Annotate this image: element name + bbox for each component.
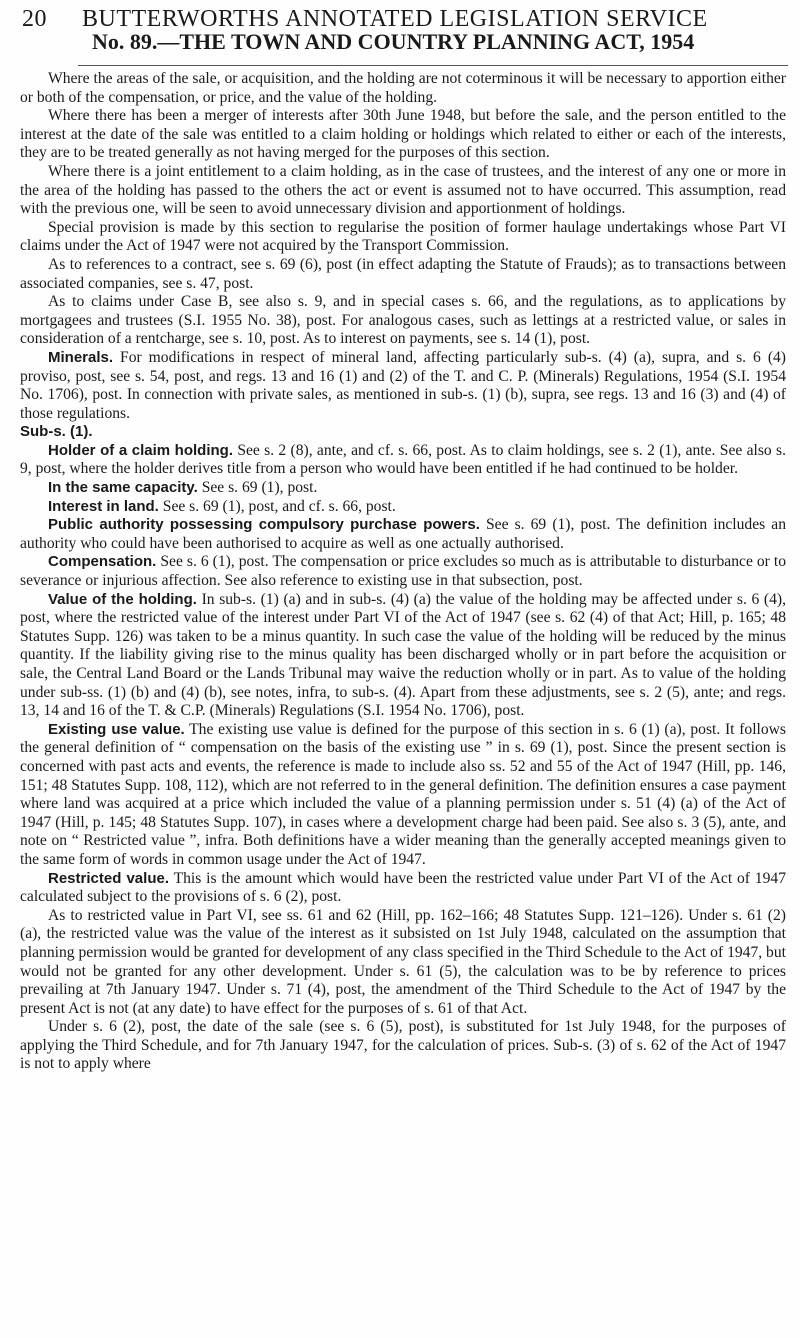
paragraph-text: As to claims under Case B, see also s. 9, and in special cases s. 66, and the regulations, as to applications by mortgagees and trustees (S.I. 1955 No. 38), post. For analogous cases, such as lettings at a restricted value, or sales in consideration of a rentcharge, see s. 10, post. As to interest on payments, see s. 14 (1), post.: [20, 293, 786, 348]
paragraph-text: Where there is a joint entitlement to a claim holding, as in the case of trustees, and the interest of any one or more in the area of the holding has passed to the others the act or event is assumed not to have occurred. This assumption, read with the previous one, will be seen to avoid unnecessary division and apportionment of holdings.: [20, 162, 786, 218]
paragraph-text: Where there has been a merger of interests after 30th June 1948, but before the sale, and the person entitled to the interest at the date of the sale was entitled to a claim holding or holdings which related to either or each of the interests, they are to be treated generally as not having merged for the purposes of this section.: [20, 107, 786, 162]
paragraph-text: See s. 69 (1), post.: [201, 479, 318, 497]
paragraph: [20, 107, 786, 163]
paragraph: [20, 479, 786, 498]
paragraph-heading: Holder of a claim holding.: [48, 441, 233, 459]
paragraph: [20, 219, 786, 256]
paragraph-text: The existing use value is defined for the purpose of this section in s. 6 (1) (a), post. It follows the general definition of “ compensation on the basis of the existing use ” in s. 69 (1), post. Since the present section is concerned with past acts and events, the reference is made to include also ss. 52 and 55 of the Act of 1947 (Hill, pp. 146, 151; 48 Statutes Supp. 108, 112), which are not referred to in the general definition. The definition ensures a case payment where land was acquired at a price which included the value of a planning permission under s. 51 (4) (a) of the Act of 1947 (Hill, p. 145; 48 Statutes Supp. 107), in cases where a development charge had been paid. See also s. 3 (5), ante, and note on “ Restricted value ”, infra. Both definitions have a wider meaning than the generally accepted meanings given to the same form of words in common usage under the Act of 1947.: [20, 720, 786, 868]
page-body: [20, 70, 786, 1074]
paragraph: [20, 553, 786, 590]
page-number: 20: [22, 6, 47, 32]
paragraph-text: In sub-s. (1) (a) and in sub-s. (4) (a) the value of the holding may be affected under s. 6 (4), post, where the restricted value of the interest under Part VI of the Act of 1947 (see s. 62 (4) of that Act; Hill, p. 165; 48 Statutes Supp. 126) was taken to be a minus quantity. In such case the value of the holding will be reduced by the minus quantity. If the liability giving rise to the minus quality has been discharged wholly or in part before the acquisition or sale, the Central Land Board or the Lands Tribunal may waive the reduction wholly or in part. As to value of the holding under sub-ss. (1) (b) and (4) (b), see notes, infra, to sub-s. (4). Apart from these adjustments, see s. 2 (5), ante; and regs. 13, 14 and 16 of the T. & C.P. (Minerals) Regulations (S.I. 1954 No. 1706), post.: [20, 590, 786, 720]
paragraph-text: See s. 2 (8), ante, and cf. s. 66, post. As to claim holdings, see s. 2 (1), ante. See also s. 9, post, where the holder derives title from a person who would have been entitled if he had continued to be holder.: [20, 441, 786, 478]
series-title: BUTTERWORTHS ANNOTATED LEGISLATION SERVICE: [82, 6, 708, 32]
paragraph-text: As to restricted value in Part VI, see ss. 61 and 62 (Hill, pp. 162–166; 48 Statutes Supp. 121–126). Under s. 61 (2) (a), the restricted value was the value of the interest as it subsisted on 1st July 1948, calculated on the assumption that planning permission would be granted for development of any class specified in the Third Schedule to the Act of 1947, but would not be granted for any other development. Under s. 61 (5), the calculation was to be by reference to prices prevailing at 7th January 1947. Under s. 71 (4), post, the amendment of the Third Schedule to the Act of 1947 by the present Act is not (at any date) to have effect for the purposes of s. 61 of that Act.: [20, 906, 786, 1017]
paragraph-text: See s. 6 (1), post. The compensation or price excludes so much as is attributable to disturbance or to severance or injurious affection. See also reference to existing use in that subsection, post.: [20, 553, 786, 590]
paragraph-heading: Public authority possessing compulsory purchase powers.: [48, 516, 480, 534]
paragraph: [20, 907, 786, 1019]
paragraph: [20, 442, 786, 479]
paragraph-heading: Existing use value.: [48, 720, 185, 738]
paragraph: [20, 721, 786, 870]
paragraph-text: For modifications in respect of mineral land, affecting particularly sub-s. (4) (a), supra, and s. 6 (4) proviso, post, see s. 54, post, and regs. 13 and 16 (1) and (2) of the T. and C. P. (Minerals) Regulations, 1954 (S.I. 1954 No. 1706), post. In connection with private sales, as mentioned in sub-s. (1) (b), supra, see regs. 13 and 16 (3) and (4) of those regulations.: [20, 348, 786, 422]
paragraph: [20, 70, 786, 107]
act-title: No. 89.—THE TOWN AND COUNTRY PLANNING ACT, 1954: [92, 29, 695, 54]
paragraph-text: Where the areas of the sale, or acquisition, and the holding are not coterminous it will be necessary to apportion either or both of the compensation, or price, and the value of the holding.: [20, 70, 786, 106]
paragraph-heading: Sub-s. (1).: [20, 423, 93, 441]
paragraph-text: See s. 69 (1), post. The definition includes an authority who could have been authorised to acquire as well as one actually authorised.: [20, 516, 787, 552]
paragraph: [20, 516, 786, 553]
paragraph-heading: Minerals.: [48, 348, 114, 366]
paragraph: [20, 349, 786, 423]
paragraph: [20, 423, 786, 442]
paragraph-text: See s. 69 (1), post, and cf. s. 66, post.: [162, 497, 396, 515]
paragraph: [20, 870, 786, 907]
header-rule: [78, 65, 788, 66]
paragraph-text: This is the amount which would have been the restricted value under Part VI of the Act of 1947 calculated subject to the provisions of s. 6 (2), post.: [20, 869, 786, 906]
paragraph-text: Special provision is made by this section to regularise the position of former haulage undertakings whose Part VI claims under the Act of 1947 were not acquired by the Transport Commission.: [20, 218, 786, 255]
paragraph: [20, 293, 786, 349]
paragraph: [20, 1018, 786, 1074]
paragraph-heading: In the same capacity.: [48, 479, 198, 497]
paragraph: [20, 591, 786, 721]
paragraph-heading: Value of the holding.: [48, 590, 197, 608]
paragraph: [20, 256, 786, 293]
paragraph-text: Under s. 6 (2), post, the date of the sale (see s. 6 (5), post), is substituted for 1st July 1948, for the purposes of applying the Third Schedule, and for 7th January 1947, for the calculation of prices. Sub-s. (3) of s. 62 of the Act of 1947 is not to apply where: [20, 1018, 786, 1073]
paragraph: [20, 163, 786, 219]
paragraph-text: As to references to a contract, see s. 69 (6), post (in effect adapting the Statute of Frauds); as to transactions between associated companies, see s. 47, post.: [20, 255, 786, 292]
paragraph-heading: Interest in land.: [48, 497, 159, 515]
paragraph: [20, 498, 786, 517]
running-header: [22, 6, 792, 55]
paragraph-heading: Restricted value.: [48, 869, 169, 887]
paragraph-heading: Compensation.: [48, 553, 157, 571]
